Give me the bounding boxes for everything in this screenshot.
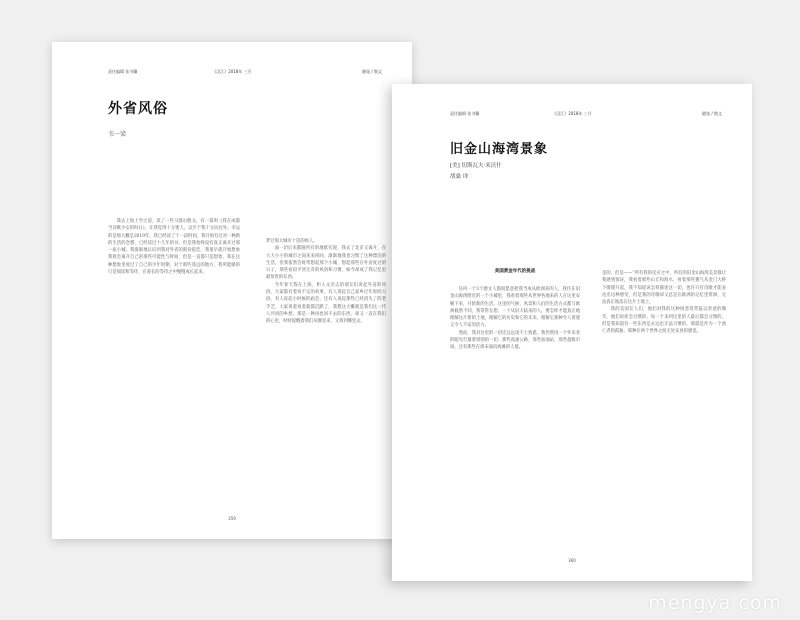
page-number: 360 bbox=[568, 558, 576, 563]
paragraph: 任何一个3个德文人都很愿意把我当成从欧洲来的人，我住在旧金山海湾附近的一个小城里，我看着那些从世界各地来的人在这里安顿下来，开始新的生活。这里的气候、风景和人们的生活方式都与欧洲截然不同，我常常在想，一个从旧大陆来的人，要怎样才能真正地理解这片新的土地，理解它的历史和它的未来，理解它那种令人着迷又令人不安的活力。 bbox=[450, 287, 580, 329]
article-author: [美] 切斯瓦夫·米沃什 bbox=[450, 163, 502, 169]
running-header-right: 随笔 / 散文 bbox=[362, 69, 382, 74]
running-header-left: 责任编辑 张书馨 bbox=[108, 69, 138, 74]
article-translator: 胡桑 译 bbox=[450, 174, 469, 180]
right-page bbox=[392, 84, 752, 581]
watermark: mengya.com bbox=[648, 592, 782, 614]
running-header-center: 《汉江》2018年 三月 bbox=[212, 69, 252, 74]
article-title: 旧金山海湾景象 bbox=[450, 142, 549, 157]
body-column-1 bbox=[450, 286, 580, 556]
body-column-2 bbox=[602, 270, 726, 556]
paragraph: 今年春天我在上海，和人文杂志的朋友们说起外省的风俗，大家都有着说不完的故事，有人说起自己家乡过年时的习俗，有人说起小时候的庙会，还有人说起那些已经消失了的老手艺，大家说着说着就都沉默了，我想这大概就是我们这一代人共同的乡愁，那是一种再也回不去的东西，却又一直在我们的心里，时时提醒着我们从哪里来，又将到哪里去。 bbox=[266, 282, 386, 325]
page-number: 359 bbox=[228, 516, 236, 521]
paragraph: 我的美国友人们，他们对我的这种困惑常常报以善意的微笑，他们说你会习惯的，每一个来到这里的人最后都会习惯的，但是我知道有一些东西是永远也无法习惯的，那就是作为一个流亡者的孤独，那种在两个世界之间无处安放的感觉。 bbox=[602, 307, 726, 335]
running-header-right: 随笔 / 散文 bbox=[702, 111, 722, 116]
article-author: 韦一梁 bbox=[108, 131, 127, 138]
paragraph: 梦过那大城市十倍的烦人。 bbox=[266, 239, 318, 244]
paragraph: 是的，但是——”所有我的反应之中，所有的旧金山海湾美景都让我感到惊讶，我看着那些山丘和海水，看着那些雾气从金门大桥下缓缓升起，我不知道该怎样描述这一切，也许只有诗歌才能表达出这种感受，但是我的诗歌却又总是在欧洲的记忆里徘徊，无法真正地落在这片土地上。 bbox=[602, 271, 726, 306]
body-column-2 bbox=[266, 238, 386, 502]
paragraph: 我去上海上学之前，读了一些马塞尔散文，有一篇叫《我在成都当诗歌少女的时日》，让我觉得十分迷人。以至于我十分向往外。幸运的是那大概是2019年，我已经读了十一段时间，我开始有过对一种新的生活的念想，已经读过十几年的书，但是我始终没有真正离开过那一座小城，我渐渐地认识到我对外省的那份依恋，我很早就开始想象我将会离开自己的那些可能性与时间，但是一直都只是想象，我在这种想象里度过了自己的少年时期，对于那些遥远的地方，我所能做的只是阅读和等待，在漫长的等待之中慢慢成长起来。 bbox=[108, 219, 240, 276]
left-page bbox=[52, 42, 412, 539]
paragraph: 面一切后来都随所有的地狱实现，我去了北京又离开，在大大小小的城市之间来来回回，渐渐地我也习惯了这种漂泊的生活，但我依然会时常想起那个小城，想起那些在外省度过的日子，那些看似平淡无奇的风俗和习惯，如今却成了我记忆里最珍贵的东西。 bbox=[266, 246, 386, 281]
section-heading: 美国黄金年代的挑战 bbox=[494, 269, 536, 274]
body-column-1 bbox=[108, 218, 240, 498]
running-header-left: 责任编辑 张书馨 bbox=[450, 111, 480, 116]
running-header-center: 《汉江》2018年 三月 bbox=[552, 111, 592, 116]
paragraph: 然而，我对这里的一切还远远谈不上熟悉，我仍然用一个外来者的眼光打量着周围的一切，那些高速公路、那些加油站、那些超级市场，还有那些在周末涌向海滩的人群。 bbox=[450, 330, 580, 351]
article-title: 外省风俗 bbox=[108, 101, 168, 117]
